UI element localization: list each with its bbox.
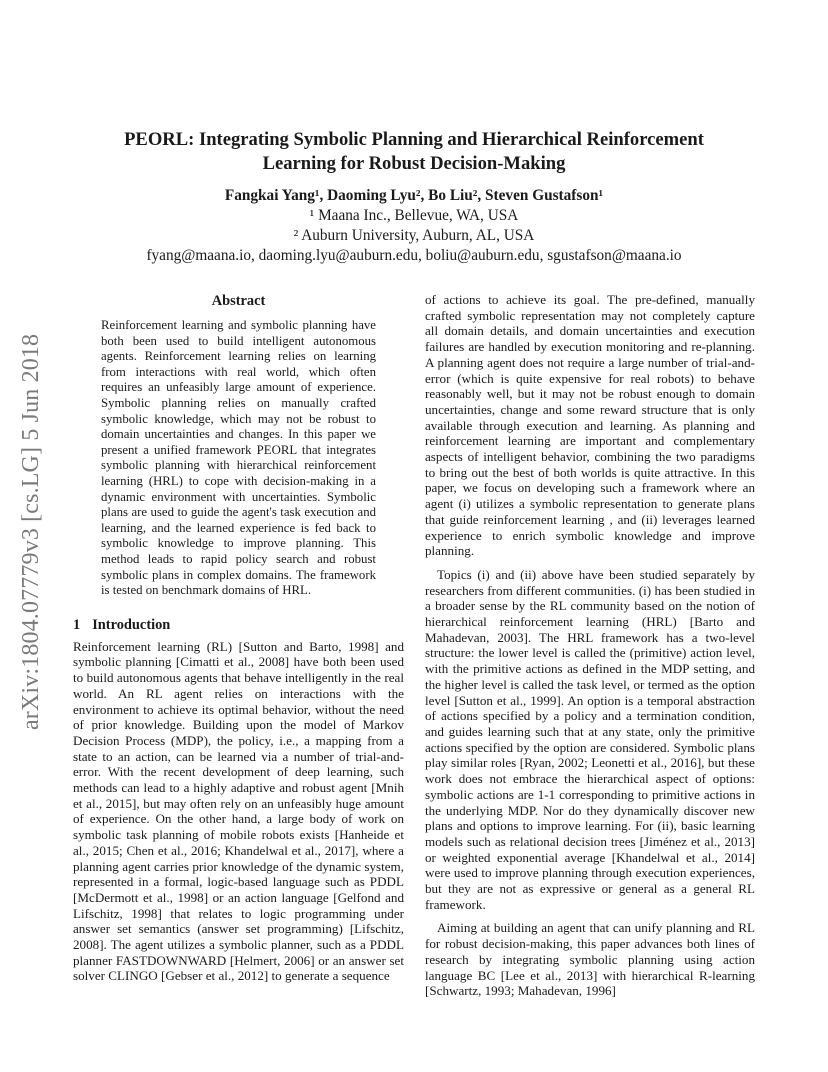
section-title: Introduction: [92, 616, 171, 633]
arxiv-identifier: arXiv:1804.07779v3 [cs.LG] 5 Jun 2018: [18, 333, 44, 730]
abstract-text: Reinforcement learning and symbolic planning have both been used to build intelligent autonomous agents. Reinforcement learning relies on learning from interactions with real world, which often requires an unfeasibly large amount of experience. Symbolic planning relies on manually crafted symbolic knowledge, which may not be robust to domain uncertainties and changes. In this paper we present a unified framework PEORL that integrates symbolic planning with hierarchical reinforcement learning (HRL) to cope with decision-making in a dynamic environment with uncertainties. Symbolic plans are used to guide the agent's task execution and learning, and the learned experience is fed back to symbolic knowledge to improve planning. This method leads to rapid policy search and robust symbolic plans in complex domains. The framework is tested on benchmark domains of HRL.: [101, 318, 376, 598]
abstract-heading: Abstract: [211, 293, 266, 309]
left-column: [73, 292, 404, 984]
section-number: 1: [73, 616, 81, 633]
paper-title: PEORL: Integrating Symbolic Planning and Hierarchical Reinforcement Learning for Robust Decision-Making: [124, 129, 704, 174]
body-paragraph-topics: Topics (i) and (ii) above have been studied separately by researchers from different communities. (i) has been studied in a broader sense by the RL community based on the notion of hierarchical reinforcement learning (HRL) [Barto and Mahadevan, 2003]. The HRL framework has a two-level structure: the lower level is called the (primitive) action level, with the primitive actions as defined in the MDP setting, and the higher level is called the task level, or termed as the option level [Sutton et al., 1999]. An option is a temporal abstraction of actions specified by a policy and a termination condition, and guides learning such that at any state, only the primitive actions specified by the option are considered. Symbolic plans play similar roles [Ryan, 2002; Leonetti et al., 2016], but these work does not embrace the hierarchical aspect of options: symbolic actions are 1-1 corresponding to primitive actions in the underlying MDP. Nor do they dynamically discover new plans and options to improve learning. For (ii), basic learning models such as relational decision trees [Jiménez et al., 2013] or weighted exponential average [Khandelwal et al., 2014] were used to improve planning through execution experiences, but they are not as expressive or general as a general RL framework.: [425, 566, 755, 912]
affiliation-1: ¹ Maana Inc., Bellevue, WA, USA: [309, 207, 519, 224]
right-column: [425, 292, 755, 999]
author-names: Fangkai Yang¹, Daoming Lyu², Bo Liu², Steven Gustafson¹: [224, 187, 604, 204]
intro-paragraph-1: Reinforcement learning (RL) [Sutton and Barto, 1998] and symbolic planning [Cimatti et al., 2008] have both been used to build autonomous agents that behave intelligently in the real world. An RL agent relies on interactions with the environment to achieve its optimal behavior, without the need of prior knowledge. Building upon the model of Markov Decision Process (MDP), the policy, i.e., a mapping from a state to an action, can be learned via a number of trial-and-error. With the recent development of deep learning, such methods can lead to a highly adaptive and robust agent [Mnih et al., 2015], but may often rely on an unfeasibly huge amount of experience. On the other hand, a large body of work on symbolic task planning of mobile robots exists [Hanheide et al., 2015; Chen et al., 2016; Khandelwal et al., 2017], where a planning agent carries prior knowledge of the dynamic system, represented in a formal, logic-based language such as PDDL [McDermott et al., 1998] or an action language [Gelfond and Lifschitz, 1998] that relates to logic programming under answer set semantics (answer set programming) [Lifschitz, 2008]. The agent utilizes a symbolic planner, such as a PDDL planner FASTDOWNWARD [Helmert, 2006] or an answer set solver CLINGO [Gebser et al., 2012] to generate a sequence: [73, 638, 404, 984]
section-heading: [73, 616, 404, 634]
author-block: [90, 186, 738, 266]
affiliation-2: ² Auburn University, Auburn, AL, USA: [293, 227, 535, 244]
author-emails: fyang@maana.io, daoming.lyu@auburn.edu, boliu@auburn.edu, sgustafson@maana.io: [146, 247, 682, 264]
body-paragraph-continued: of actions to achieve its goal. The pre-defined, manually crafted symbolic representation may not completely capture all domain details, and domain uncertainties and execution failures are handled by execution monitoring and re-planning. A planning agent does not require a large number of trial-and-error (which is quite expensive for real robots) to behave reasonably well, but it may not be robust enough to domain uncertainties, change and some reward structure that is only available through execution and learning. As planning and reinforcement learning are important and complementary aspects of intelligent behavior, combining the two paradigms to bring out the best of both worlds is quite attractive. In this paper, we focus on developing such a framework where an agent (i) utilizes a symbolic representation to generate plans that guide reinforcement learning , and (ii) leverages learned experience to enrich symbolic knowledge and improve planning.: [425, 292, 755, 559]
body-paragraph-aiming: Aiming at building an agent that can unify planning and RL for robust decision-making, this paper advances both lines of research by integrating symbolic planning using action language BC [Lee et al., 2013] with hierarchical R-learning [Schwartz, 1993; Mahadevan, 1996]: [425, 920, 755, 999]
